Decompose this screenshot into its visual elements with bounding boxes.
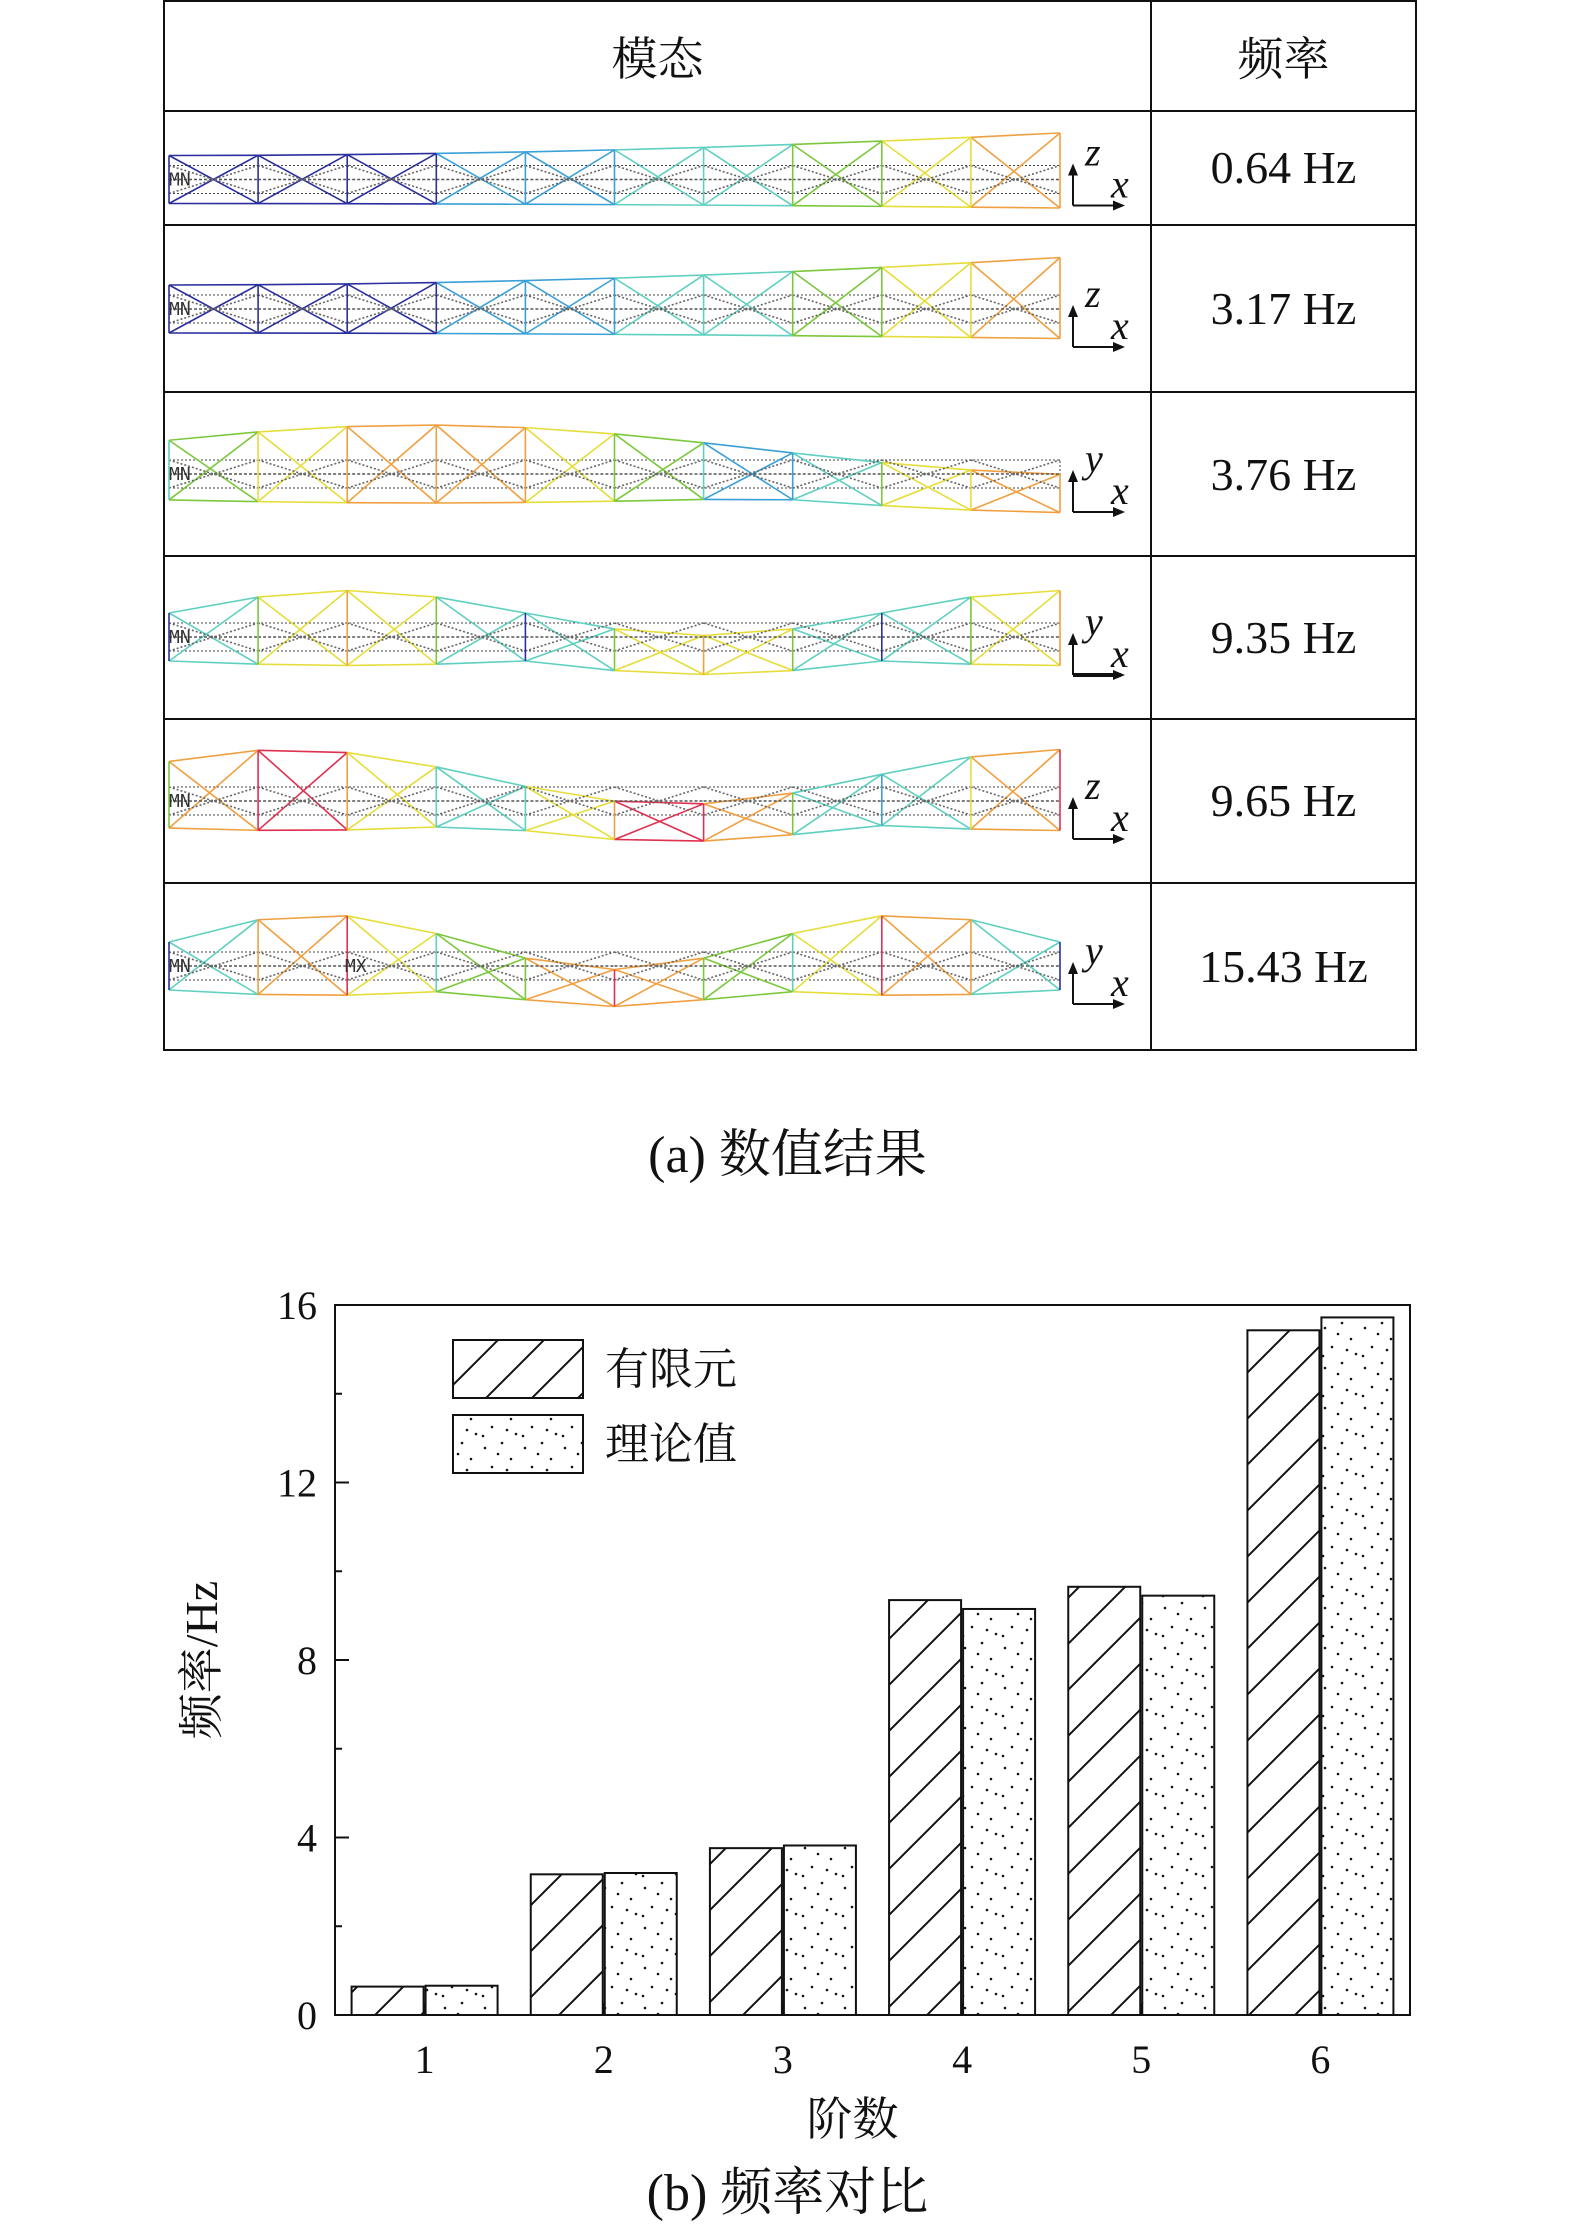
truss-panel bbox=[347, 425, 436, 503]
truss-panel bbox=[704, 443, 793, 500]
y-tick-label: 0 bbox=[297, 1993, 317, 2038]
bar-theory bbox=[1142, 1596, 1214, 2015]
truss-panel bbox=[793, 267, 882, 336]
table-row bbox=[164, 719, 1416, 882]
node-label: MX bbox=[345, 956, 367, 978]
axis-horizontal-label: x bbox=[1111, 302, 1129, 348]
truss-panel bbox=[793, 142, 882, 207]
frequency-cell: 9.65 Hz bbox=[1151, 719, 1416, 882]
coordinate-axes bbox=[1068, 599, 1129, 680]
truss-panel bbox=[615, 952, 704, 1007]
y-tick-label: 8 bbox=[297, 1638, 317, 1683]
truss-panel bbox=[347, 154, 436, 204]
mode-shape-cell bbox=[164, 111, 1151, 225]
legend-swatch-fem bbox=[453, 1340, 583, 1398]
node-label: MN bbox=[169, 169, 191, 191]
table-header-row bbox=[164, 1, 1416, 111]
table-row bbox=[164, 392, 1416, 555]
node-label: MN bbox=[169, 298, 191, 320]
truss-panel bbox=[258, 750, 347, 830]
truss-panel bbox=[704, 271, 793, 335]
truss-panel bbox=[615, 275, 704, 335]
truss-panel bbox=[436, 767, 525, 831]
truss-panel bbox=[971, 749, 1060, 830]
table-row bbox=[164, 556, 1416, 719]
coordinate-axes bbox=[1068, 436, 1129, 517]
coordinate-axes bbox=[1068, 928, 1129, 1009]
legend-label-theory: 理论值 bbox=[605, 1419, 737, 1470]
bar-fem bbox=[889, 1600, 961, 2015]
truss-panel bbox=[793, 453, 882, 506]
truss-panel bbox=[704, 623, 793, 675]
axis-vertical-label: y bbox=[1085, 928, 1103, 974]
x-tick-label: 5 bbox=[1131, 2037, 1152, 2082]
node-label: MN bbox=[169, 464, 191, 486]
axis-horizontal-label: x bbox=[1111, 468, 1129, 514]
frequency-cell: 15.43 Hz bbox=[1151, 883, 1416, 1050]
mode-shape-drawing bbox=[165, 884, 1150, 1048]
truss-panel bbox=[525, 150, 614, 205]
truss-panel bbox=[793, 774, 882, 834]
mode-shape-cell bbox=[164, 225, 1151, 392]
truss-panel bbox=[882, 916, 971, 995]
truss-panel bbox=[704, 145, 793, 206]
table-row bbox=[164, 111, 1416, 225]
mode-shape-drawing bbox=[165, 557, 1150, 717]
mode-shape-cell bbox=[164, 719, 1151, 882]
frequency-cell: 3.17 Hz bbox=[1151, 225, 1416, 392]
truss-panel bbox=[525, 613, 614, 671]
y-tick-label: 16 bbox=[277, 1283, 317, 1328]
truss-panel bbox=[525, 278, 614, 334]
truss-panel bbox=[882, 598, 971, 665]
legend-label-fem: 有限元 bbox=[605, 1344, 737, 1395]
truss-panel bbox=[615, 434, 704, 501]
axis-horizontal-label: x bbox=[1111, 794, 1129, 840]
truss-panel bbox=[882, 138, 971, 208]
mode-shape-drawing bbox=[165, 721, 1150, 881]
bar-fem bbox=[710, 1848, 782, 2015]
mode-shape-cell bbox=[164, 392, 1151, 555]
truss-panel bbox=[704, 787, 793, 841]
axis-vertical-label: y bbox=[1085, 436, 1103, 482]
truss-panel bbox=[793, 916, 882, 995]
bar-theory bbox=[784, 1845, 856, 2015]
truss-panel bbox=[258, 155, 347, 204]
truss-panel bbox=[704, 934, 793, 1000]
truss-panel bbox=[971, 920, 1060, 995]
axis-vertical-label: z bbox=[1085, 129, 1101, 175]
y-tick-label: 12 bbox=[277, 1460, 317, 1506]
truss-panel bbox=[615, 787, 704, 841]
truss-panel bbox=[525, 786, 614, 839]
axis-vertical-label: z bbox=[1085, 270, 1101, 316]
y-tick-label: 4 bbox=[297, 1815, 317, 1861]
truss-panel bbox=[882, 757, 971, 829]
truss-panel bbox=[436, 152, 525, 204]
mode-shape-drawing bbox=[165, 227, 1150, 391]
header-mode: 模态 bbox=[164, 1, 1151, 111]
truss-panel bbox=[436, 425, 525, 503]
truss-panel bbox=[971, 460, 1060, 513]
table-row bbox=[164, 225, 1416, 392]
mode-shape-drawing bbox=[165, 394, 1150, 554]
node-label: MN bbox=[169, 627, 191, 649]
bar-theory bbox=[426, 1986, 498, 2015]
modes-table-wrap bbox=[163, 0, 1415, 1051]
mode-shape-cell bbox=[164, 556, 1151, 719]
axis-vertical-label: y bbox=[1085, 599, 1103, 645]
modes-body bbox=[164, 111, 1416, 1050]
truss-panel bbox=[347, 282, 436, 333]
modes-table bbox=[163, 0, 1417, 1051]
frequency-cell: 9.35 Hz bbox=[1151, 556, 1416, 719]
bar-fem bbox=[1247, 1330, 1319, 2015]
node-label: MN bbox=[169, 956, 191, 978]
truss-panel bbox=[971, 133, 1060, 208]
truss-panel bbox=[525, 952, 614, 1007]
legend-swatch-theory bbox=[453, 1415, 583, 1473]
coordinate-axes bbox=[1068, 130, 1129, 211]
truss-panel bbox=[258, 284, 347, 333]
frequency-cell: 3.76 Hz bbox=[1151, 392, 1416, 555]
x-tick-label: 3 bbox=[772, 2037, 793, 2082]
truss-panel bbox=[615, 148, 704, 206]
mode-shape-cell bbox=[164, 883, 1151, 1050]
caption-b: (b) 频率对比 bbox=[646, 2165, 929, 2222]
caption-a: (a) 数值结果 bbox=[648, 1127, 927, 1184]
header-frequency: 频率 bbox=[1151, 1, 1416, 111]
x-tick-label: 4 bbox=[952, 2037, 973, 2082]
truss-panel bbox=[971, 591, 1060, 666]
truss-panel bbox=[436, 598, 525, 665]
x-tick-label: 2 bbox=[593, 2037, 614, 2082]
table-row bbox=[164, 883, 1416, 1050]
x-tick-label: 6 bbox=[1310, 2037, 1331, 2082]
x-tick-label: 1 bbox=[414, 2037, 435, 2082]
truss-panel bbox=[971, 257, 1060, 338]
truss-panel bbox=[258, 591, 347, 666]
axis-vertical-label: z bbox=[1085, 762, 1101, 808]
node-label: MN bbox=[169, 790, 191, 812]
bar-theory bbox=[605, 1873, 677, 2015]
truss-panel bbox=[793, 613, 882, 671]
truss-panel bbox=[615, 623, 704, 675]
x-axis-title: 阶数 bbox=[806, 2094, 899, 2145]
truss-panel bbox=[347, 591, 436, 666]
bar-fem bbox=[352, 1987, 424, 2015]
truss-panel bbox=[882, 460, 971, 510]
bar-theory bbox=[1321, 1317, 1393, 2015]
axis-horizontal-label: x bbox=[1111, 960, 1129, 1006]
truss-panel bbox=[525, 428, 614, 503]
bar-fem bbox=[1068, 1587, 1140, 2015]
axis-horizontal-label: x bbox=[1111, 631, 1129, 677]
coordinate-axes bbox=[1068, 763, 1129, 844]
axis-horizontal-label: x bbox=[1111, 161, 1129, 207]
y-axis-title: 频率/Hz bbox=[176, 1580, 227, 1740]
frequency-cell: 0.64 Hz bbox=[1151, 111, 1416, 225]
coordinate-axes bbox=[1068, 271, 1129, 352]
bar-fem bbox=[531, 1874, 603, 2015]
truss-panel bbox=[258, 916, 347, 995]
bar-theory bbox=[963, 1609, 1035, 2015]
truss-panel bbox=[882, 262, 971, 337]
mode-shape-drawing bbox=[165, 112, 1150, 223]
truss-panel bbox=[436, 280, 525, 333]
truss-panel bbox=[436, 934, 525, 1000]
frequency-chart bbox=[0, 1240, 1575, 2200]
truss-panel bbox=[347, 752, 436, 829]
truss-panel bbox=[258, 427, 347, 503]
